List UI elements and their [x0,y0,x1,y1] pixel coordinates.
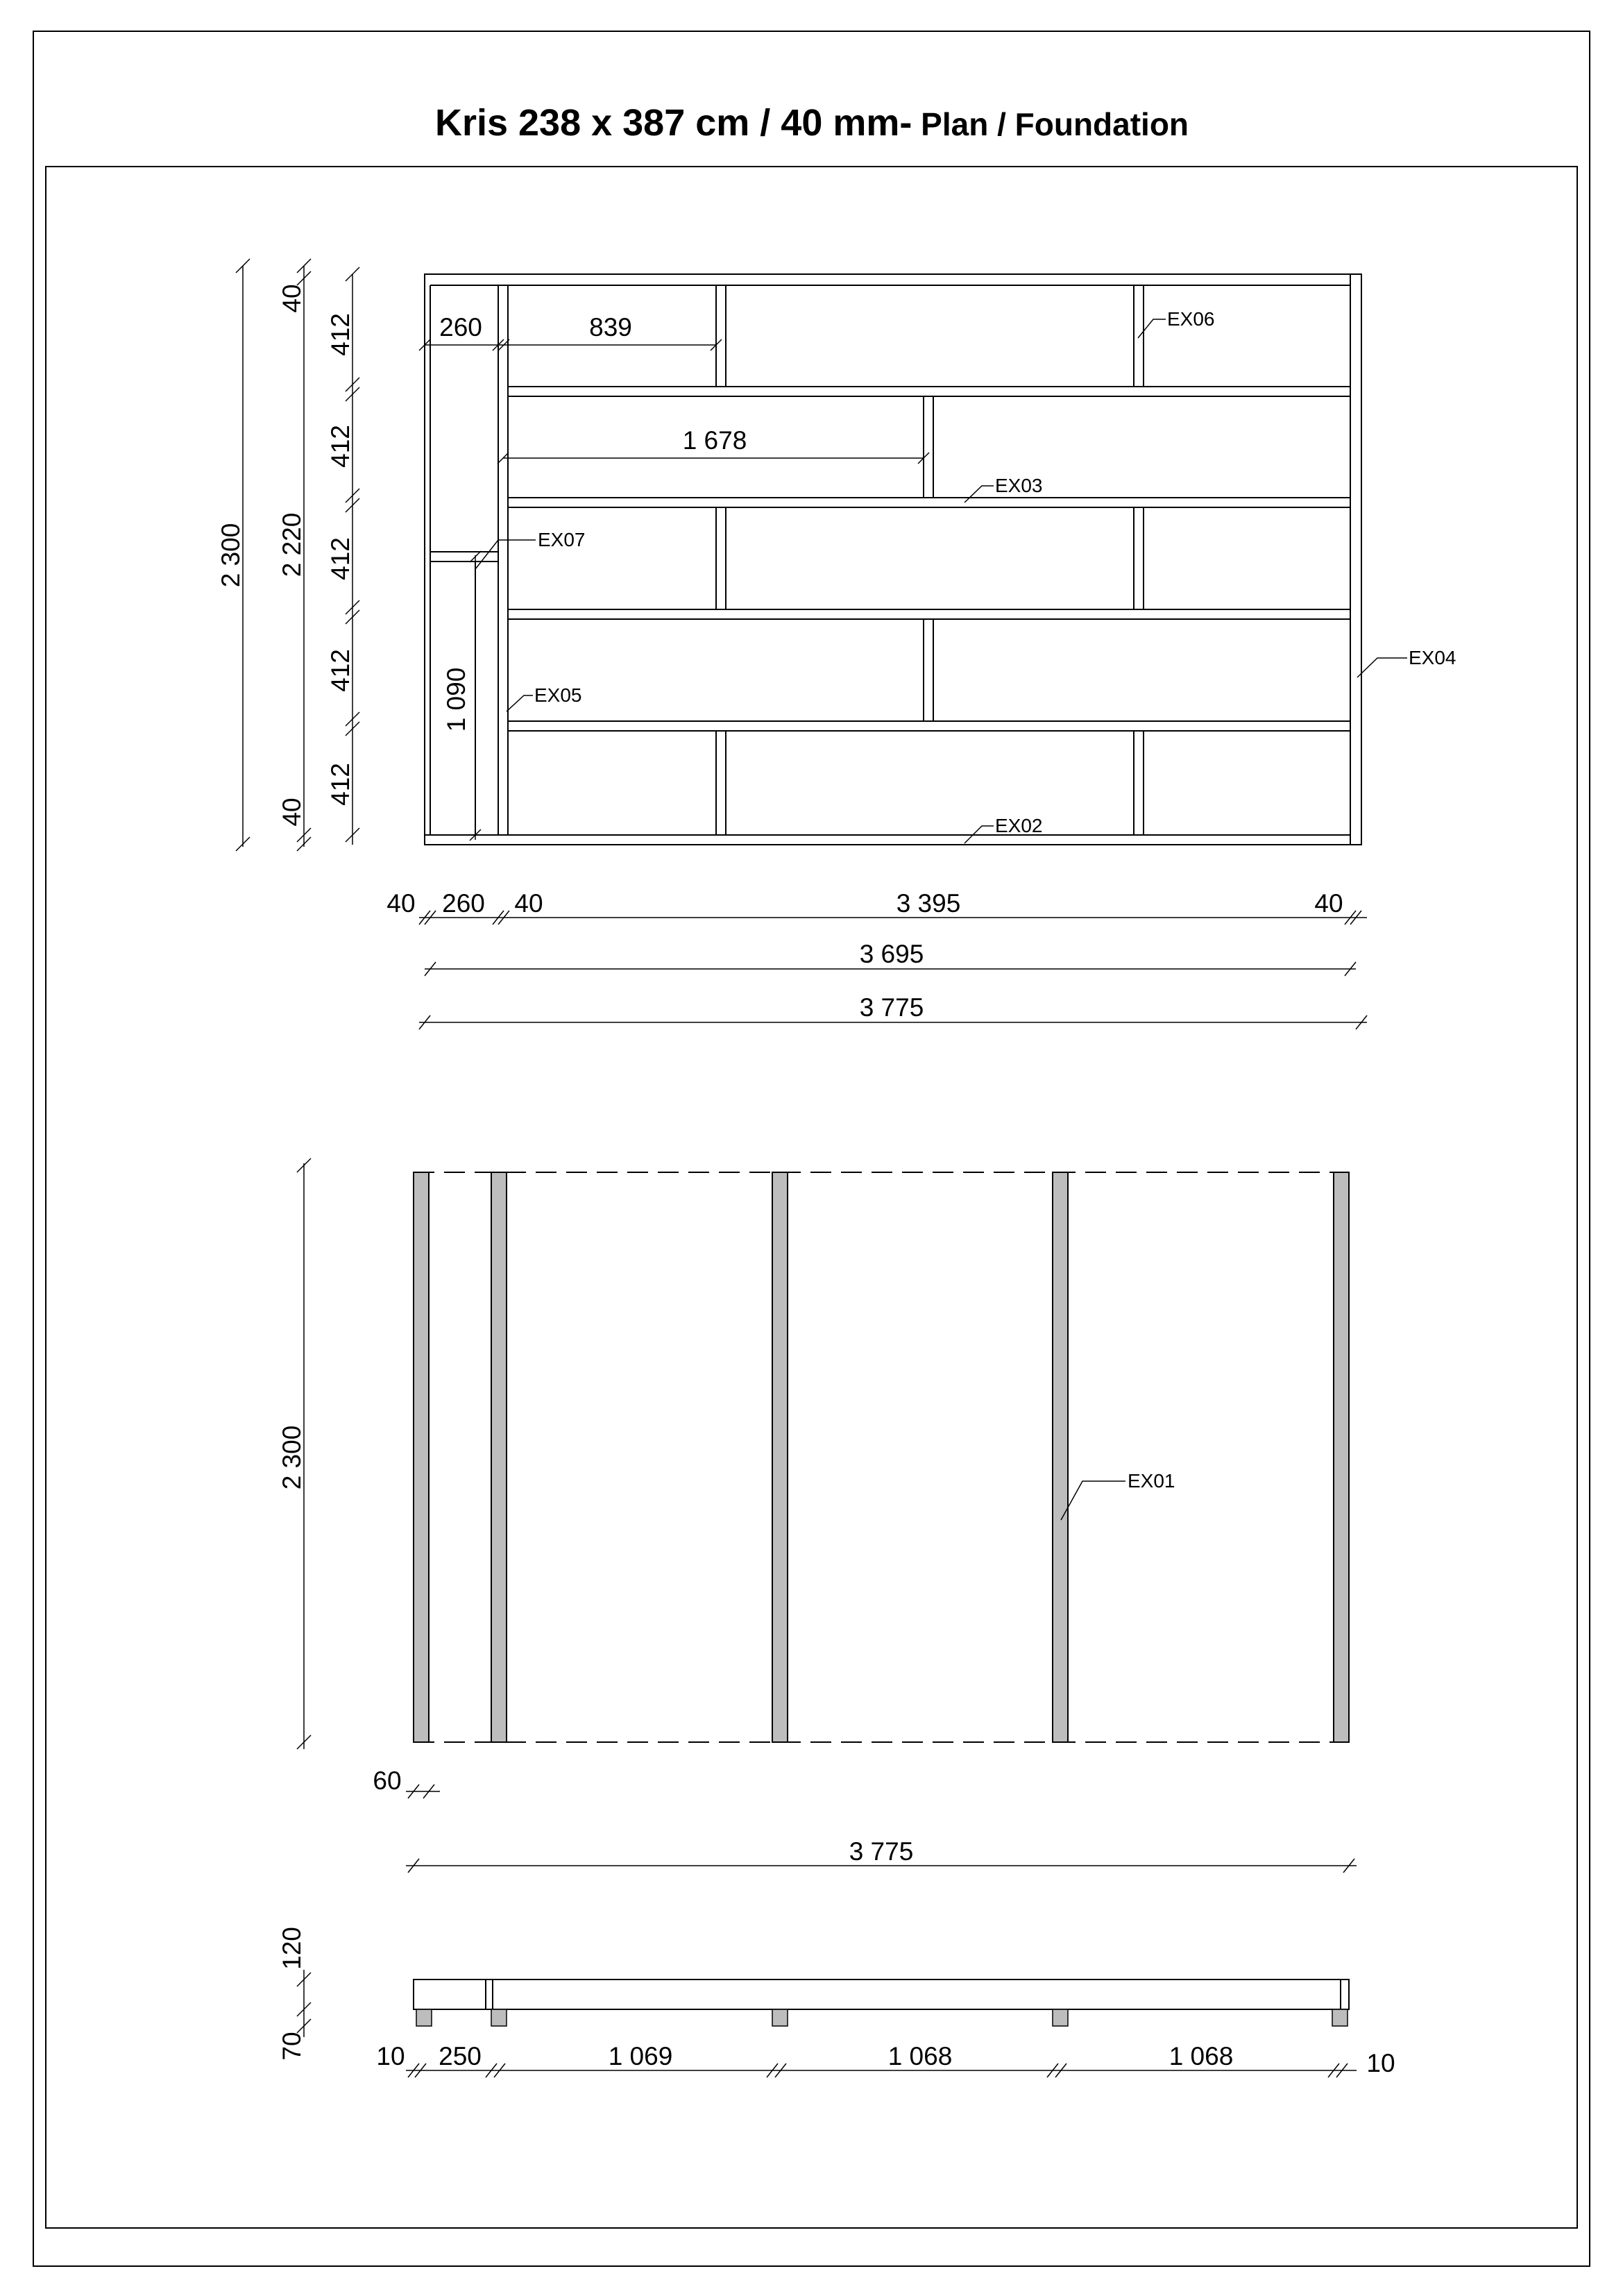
plan-bottom-dimensions [386,889,1367,1029]
plan-labels [475,308,1456,843]
section-d1068b: 1 068 [1169,2042,1234,2070]
beam-1 [414,1172,429,1742]
vertical-joints [716,285,1144,835]
dim-3695: 3 695 [859,940,924,968]
dim-bottom-40: 40 [278,797,306,827]
title-sub: Plan / Foundation [912,106,1189,142]
beam-3 [772,1172,788,1742]
label-ex01: EX01 [1128,1470,1175,1492]
dim-bottom-40b: 40 [514,889,543,918]
label-ex02: EX02 [995,815,1043,836]
section-d1069: 1 069 [608,2042,673,2070]
label-ex05: EX05 [534,684,582,706]
section-h120: 120 [278,1927,306,1970]
foundation-width: 3 775 [849,1837,914,1866]
section-d250: 250 [439,2042,482,2070]
section-foot-3 [772,2009,788,2026]
beam-5 [1334,1172,1349,1742]
foundation-section [278,1927,1395,2077]
label-ex06: EX06 [1167,308,1215,330]
plan-left-dimensions [216,259,359,851]
row-boards [508,387,1350,731]
dim-bottom-3395: 3 395 [896,889,961,918]
section-h70: 70 [278,2032,306,2061]
section-foot-1 [416,2009,432,2026]
section-foot-5 [1332,2009,1348,2026]
dim-row-5: 412 [326,763,355,806]
section-d10b: 10 [1366,2049,1395,2077]
plan-inner-dimensions [419,313,929,841]
foundation-dim-60: 60 [373,1766,402,1795]
dim-row-2: 412 [326,425,355,468]
drawing-title [435,102,1189,144]
section-body [414,1980,1349,2009]
title-main: Kris 238 x 387 cm / 40 mm- [434,102,912,144]
outer-border [33,31,1590,2266]
section-d1068a: 1 068 [887,2042,953,2070]
dim-3775: 3 775 [859,993,924,1022]
floor-plan [216,259,1456,1029]
foundation-plan [278,1158,1357,1873]
dim-top-40: 40 [278,284,306,313]
section-foot-2 [491,2009,507,2026]
section-foot-4 [1053,2009,1068,2026]
label-ex04: EX04 [1409,647,1456,668]
dim-1090: 1 090 [442,667,470,732]
dim-row-1: 412 [326,313,355,356]
dim-839: 839 [589,313,632,341]
plan-outline [425,274,1361,845]
dim-2220: 2 220 [278,512,306,577]
dim-bottom-40a: 40 [386,889,416,918]
dim-row-4: 412 [326,649,355,692]
label-ex07: EX07 [538,529,586,550]
dim-total-2300: 2 300 [216,523,245,588]
dim-1678: 1 678 [682,426,747,455]
dim-bottom-260: 260 [442,889,485,918]
beam-2 [491,1172,507,1742]
dim-260: 260 [439,313,482,341]
label-ex03: EX03 [995,475,1043,496]
beam-4 [1053,1172,1068,1742]
foundation-height: 2 300 [278,1425,306,1490]
dim-bottom-40c: 40 [1314,889,1343,918]
dim-row-3: 412 [326,537,355,580]
section-d10a: 10 [376,2042,405,2070]
